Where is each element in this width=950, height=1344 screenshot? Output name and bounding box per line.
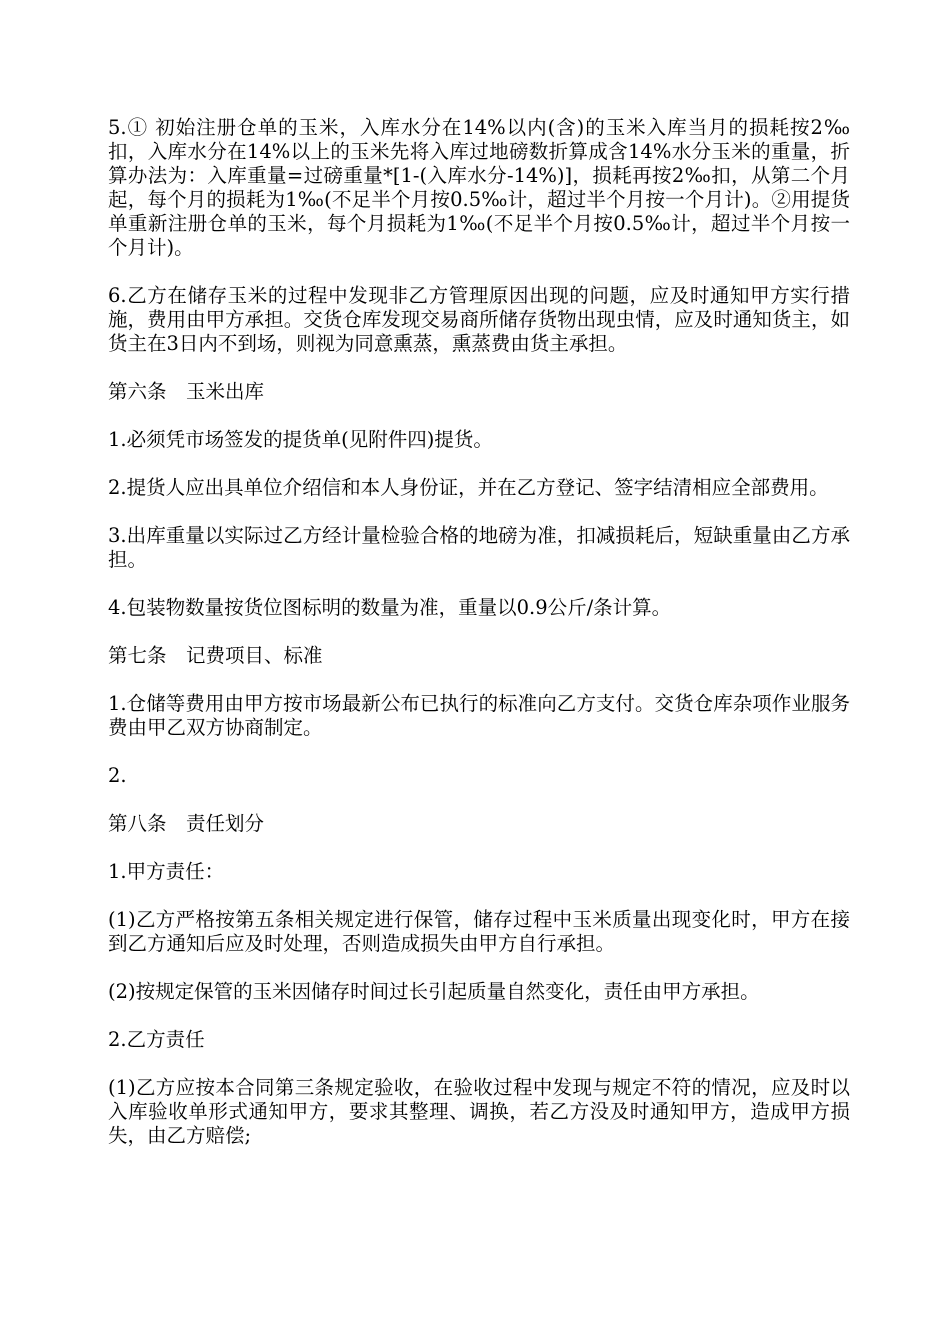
party-a-responsibility-2: (2)按规定保管的玉米因储存时间过长引起质量自然变化，责任由甲方承担。 [108, 980, 760, 1003]
party-a-responsibility-1: (1)乙方严格按第五条相关规定进行保管，储存过程中玉米质量出现变化时，甲方在接到乙方通知后应及时处理，否则造成损失由甲方自行承担。 [108, 908, 850, 955]
article-7-item-2: 2. [108, 764, 127, 787]
article-6-item-4: 4.包装物数量按货位图标明的数量为准，重量以0.9公斤/条计算。 [108, 596, 672, 619]
party-b-responsibility-heading: 2.乙方责任 [108, 1028, 205, 1051]
article-6-item-2: 2.提货人应出具单位介绍信和本人身份证，并在乙方登记、签字结清相应全部费用。 [108, 476, 829, 499]
article-6-item-3: 3.出库重量以实际过乙方经计量检验合格的地磅为准，扣减损耗后，短缺重量由乙方承担。 [108, 524, 850, 571]
article-7-heading: 第七条 记费项目、标准 [108, 644, 323, 667]
clause-5-loss-rule: 5.① 初始注册仓单的玉米，入库水分在14%以内(含)的玉米入库当月的损耗按2‰扣，入库水分在14%以上的玉米先将入库过地磅数折算成含14%水分玉米的重量，折算办法为：入库重量=过磅重量*[1-(入库水分-14%)]，损耗再按2‰扣，从第二个月起，每个月的损耗为1‰(不足半个月按0.5‰计，超过半个月按一个月计)。②用提货单重新注册仓单的玉米，每个月损耗为1‰(不足半个月按0.5‰计，超过半个月按一个月计)。 [108, 116, 850, 259]
article-6-heading: 第六条 玉米出库 [108, 380, 265, 403]
party-a-responsibility-heading: 1.甲方责任： [108, 860, 225, 883]
article-7-item-1: 1.仓储等费用由甲方按市场最新公布已执行的标准向乙方支付。交货仓库杂项作业服务费由甲乙双方协商制定。 [108, 692, 850, 739]
article-8-heading: 第八条 责任划分 [108, 812, 265, 835]
article-6-item-1: 1.必须凭市场签发的提货单(见附件四)提货。 [108, 428, 493, 451]
document-page [108, 116, 850, 1172]
party-b-responsibility-1: (1)乙方应按本合同第三条规定验收，在验收过程中发现与规定不符的情况，应及时以入库验收单形式通知甲方，要求其整理、调换，若乙方没及时通知甲方，造成甲方损失，由乙方赔偿; [108, 1076, 850, 1147]
clause-6-pest-rule: 6.乙方在储存玉米的过程中发现非乙方管理原因出现的问题，应及时通知甲方实行措施，费用由甲方承担。交货仓库发现交易商所储存货物出现虫情，应及时通知货主，如货主在3日内不到场，则视为同意熏蒸，熏蒸费由货主承担。 [108, 284, 850, 355]
